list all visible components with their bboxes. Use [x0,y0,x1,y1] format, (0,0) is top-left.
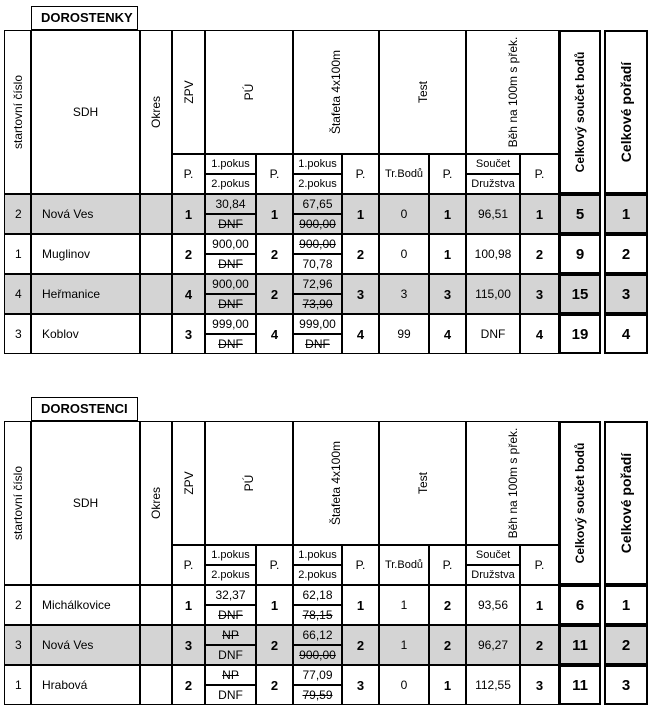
cell-total-points: 9 [559,234,601,274]
cell-sdh: Nová Ves [31,194,140,234]
cell-beh: 100,98 [466,234,520,274]
cell-st-p: 2 [342,625,379,665]
header-st-p: P. [342,154,379,194]
cell-sdh: Heřmanice [31,274,140,314]
header-beh-label: Běh na 100m s přek. [505,427,520,539]
header-pu-pokus2: 2.pokus [205,174,256,194]
cell-beh: DNF [466,314,520,354]
header-beh-label: Běh na 100m s přek. [505,36,520,148]
header-total-points-label: Celkový součet bodů [573,442,587,564]
cell-st-pokus1: 77,09 [293,665,342,685]
header-beh-p: P. [520,545,559,585]
header-start-number-label: startovní číslo [10,465,25,541]
cell-test-p: 1 [429,665,466,705]
cell-beh: 115,00 [466,274,520,314]
cell-start-number: 3 [4,314,31,354]
cell-pu-pokus1: 900,00 [205,234,256,254]
cell-okres [140,665,172,705]
header-start-number [4,30,31,194]
cell-zpv: 1 [172,194,205,234]
header-zpv-p: P. [172,545,205,585]
cell-beh-p: 2 [520,234,559,274]
cell-start-number: 1 [4,234,31,274]
cell-start-number: 3 [4,625,31,665]
cell-total-points: 6 [559,585,601,625]
header-pu-pokus2: 2.pokus [205,565,256,585]
cell-pu-pokus2: DNF [205,605,256,625]
header-druzstva: Družstva [466,565,520,585]
table-dorostenky [0,6,653,358]
cell-zpv: 2 [172,665,205,705]
cell-pu-pokus1: 999,00 [205,314,256,334]
cell-start-number: 4 [4,274,31,314]
cell-start-number: 2 [4,194,31,234]
cell-st-p: 3 [342,665,379,705]
header-pu-label: PÚ [242,83,256,101]
header-pu-pokus1: 1.pokus [205,154,256,174]
cell-st-pokus1: 66,12 [293,625,342,645]
header-st-pokus1: 1.pokus [293,154,342,174]
header-total-rank [604,421,648,585]
header-zpv-p: P. [172,154,205,194]
cell-pu-p: 2 [256,665,293,705]
cell-beh: 96,51 [466,194,520,234]
cell-sdh: Michálkovice [31,585,140,625]
cell-okres [140,585,172,625]
cell-okres [140,234,172,274]
header-st-pokus1: 1.pokus [293,545,342,565]
cell-pu-pokus1: 30,84 [205,194,256,214]
cell-beh-p: 3 [520,665,559,705]
header-stafeta [293,421,379,545]
cell-total-rank: 3 [604,665,648,705]
cell-total-rank: 4 [604,314,648,354]
header-test-p: P. [429,545,466,585]
header-start-number-label: startovní číslo [10,74,25,150]
cell-pu-p: 1 [256,194,293,234]
cell-sdh: Muglinov [31,234,140,274]
cell-pu-pokus1: NP [205,665,256,685]
header-beh [466,421,559,545]
cell-pu-pokus2: DNF [205,334,256,354]
header-beh [466,30,559,154]
cell-test-p: 2 [429,625,466,665]
cell-pu-pokus1: NP [205,625,256,645]
cell-zpv: 4 [172,274,205,314]
header-total-points [559,30,601,194]
header-test-p: P. [429,154,466,194]
cell-total-rank: 1 [604,585,648,625]
header-total-rank-label: Celkové pořadí [618,61,634,163]
header-stafeta [293,30,379,154]
cell-beh: 96,27 [466,625,520,665]
cell-st-pokus2: 79,59 [293,685,342,705]
cell-okres [140,194,172,234]
cell-pu-p: 2 [256,274,293,314]
cell-st-pokus2: 78,15 [293,605,342,625]
cell-zpv: 1 [172,585,205,625]
cell-st-p: 1 [342,585,379,625]
cell-beh-p: 1 [520,585,559,625]
header-okres [140,421,172,585]
cell-beh-p: 2 [520,625,559,665]
header-beh-p: P. [520,154,559,194]
table-title: DOROSTENCI [31,397,138,421]
cell-pu-p: 1 [256,585,293,625]
cell-st-pokus2: 900,00 [293,645,342,665]
header-pu [205,30,293,154]
cell-pu-pokus1: 900,00 [205,274,256,294]
cell-total-points: 5 [559,194,601,234]
cell-test-p: 1 [429,234,466,274]
cell-total-points: 15 [559,274,601,314]
cell-okres [140,314,172,354]
cell-zpv: 2 [172,234,205,274]
cell-pu-p: 2 [256,625,293,665]
header-zpv [172,30,205,154]
header-st-pokus2: 2.pokus [293,565,342,585]
header-test [379,421,466,545]
header-okres [140,30,172,194]
header-total-points [559,421,601,585]
header-pu-pokus1: 1.pokus [205,545,256,565]
header-pu-label: PÚ [242,474,256,492]
cell-beh: 112,55 [466,665,520,705]
cell-total-rank: 1 [604,194,648,234]
cell-pu-p: 4 [256,314,293,354]
cell-total-rank: 2 [604,625,648,665]
header-test [379,30,466,154]
header-soucet: Součet [466,545,520,565]
cell-st-pokus1: 67,65 [293,194,342,214]
header-tr-bodu: Tr.Bodů [379,545,429,585]
cell-test-p: 4 [429,314,466,354]
cell-beh-p: 4 [520,314,559,354]
cell-st-pokus2: 73,90 [293,294,342,314]
cell-tr-bodu: 1 [379,585,429,625]
cell-st-p: 3 [342,274,379,314]
header-st-p: P. [342,545,379,585]
table-dorostenci [0,397,653,714]
header-total-rank-label: Celkové pořadí [618,452,634,554]
header-stafeta-label: Štafeta 4x100m [329,49,343,135]
cell-st-p: 2 [342,234,379,274]
cell-tr-bodu: 0 [379,194,429,234]
header-tr-bodu: Tr.Bodů [379,154,429,194]
cell-test-p: 2 [429,585,466,625]
header-sdh: SDH [31,421,140,585]
cell-tr-bodu: 99 [379,314,429,354]
cell-total-points: 11 [559,625,601,665]
header-okres-label: Okres [149,486,163,520]
cell-tr-bodu: 1 [379,625,429,665]
cell-okres [140,274,172,314]
cell-st-pokus1: 62,18 [293,585,342,605]
cell-st-p: 4 [342,314,379,354]
cell-total-rank: 3 [604,274,648,314]
header-pu-p: P. [256,154,293,194]
cell-pu-p: 2 [256,234,293,274]
cell-sdh: Hrabová [31,665,140,705]
cell-beh: 93,56 [466,585,520,625]
cell-total-rank: 2 [604,234,648,274]
header-test-label: Test [415,80,430,104]
cell-st-pokus2: 900,00 [293,214,342,234]
header-sdh: SDH [31,30,140,194]
cell-st-pokus1: 999,00 [293,314,342,334]
header-zpv-label: ZPV [181,471,196,495]
cell-okres [140,625,172,665]
header-total-rank [604,30,648,194]
header-total-points-label: Celkový součet bodů [573,51,587,173]
cell-pu-pokus2: DNF [205,645,256,665]
cell-start-number: 2 [4,585,31,625]
cell-tr-bodu: 0 [379,234,429,274]
header-stafeta-label: Štafeta 4x100m [329,440,343,526]
header-druzstva: Družstva [466,174,520,194]
cell-st-pokus1: 900,00 [293,234,342,254]
cell-tr-bodu: 0 [379,665,429,705]
cell-zpv: 3 [172,314,205,354]
header-zpv [172,421,205,545]
cell-pu-pokus2: DNF [205,685,256,705]
cell-sdh: Koblov [31,314,140,354]
cell-pu-pokus1: 32,37 [205,585,256,605]
header-zpv-label: ZPV [181,80,196,104]
cell-pu-pokus2: DNF [205,294,256,314]
cell-beh-p: 1 [520,194,559,234]
header-soucet: Součet [466,154,520,174]
cell-zpv: 3 [172,625,205,665]
cell-start-number: 1 [4,665,31,705]
cell-sdh: Nová Ves [31,625,140,665]
cell-test-p: 1 [429,194,466,234]
header-pu-p: P. [256,545,293,585]
cell-total-points: 19 [559,314,601,354]
table-title: DOROSTENKY [31,6,138,30]
cell-st-p: 1 [342,194,379,234]
cell-st-pokus2: DNF [293,334,342,354]
cell-st-pokus1: 72,96 [293,274,342,294]
header-st-pokus2: 2.pokus [293,174,342,194]
cell-st-pokus2: 70,78 [293,254,342,274]
header-pu [205,421,293,545]
cell-beh-p: 3 [520,274,559,314]
cell-pu-pokus2: DNF [205,254,256,274]
header-okres-label: Okres [149,95,163,129]
cell-total-points: 11 [559,665,601,705]
header-test-label: Test [415,471,430,495]
cell-tr-bodu: 3 [379,274,429,314]
cell-pu-pokus2: DNF [205,214,256,234]
header-start-number [4,421,31,585]
cell-test-p: 3 [429,274,466,314]
